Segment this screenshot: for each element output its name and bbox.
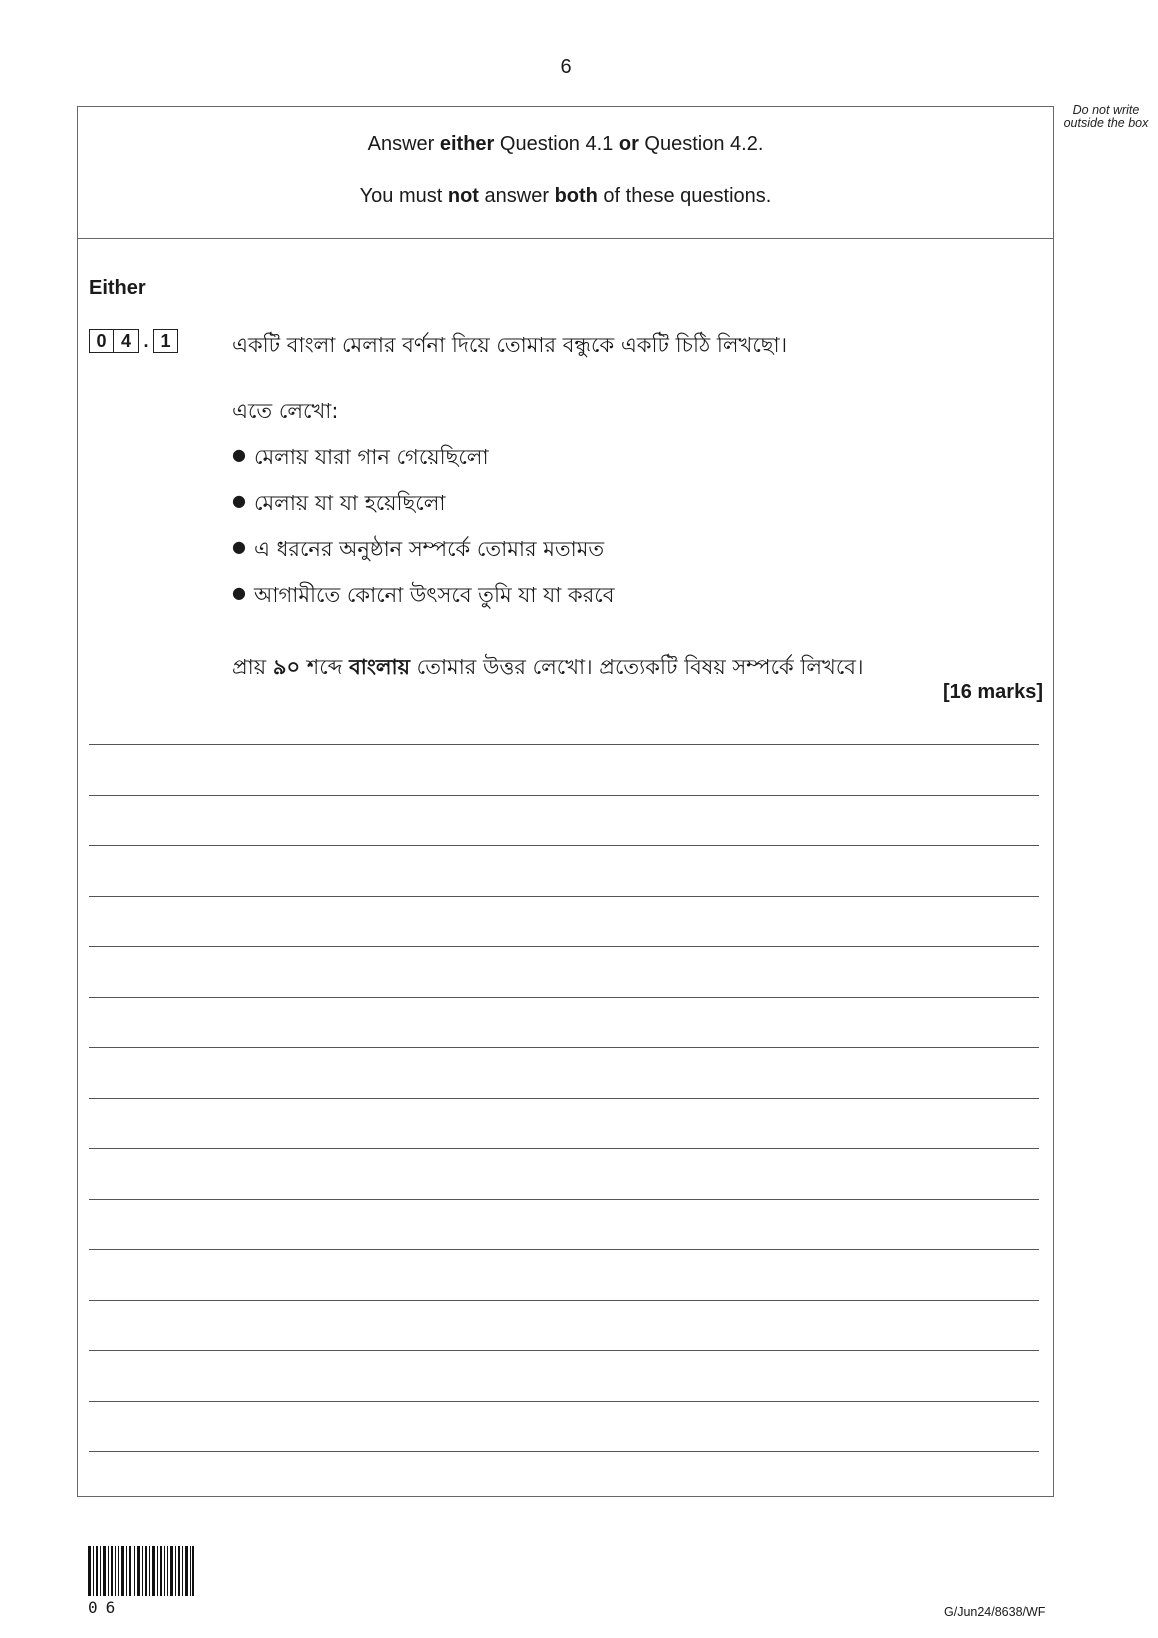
bullet-list xyxy=(232,441,614,625)
either-label: Either xyxy=(89,277,146,299)
answer-line[interactable] xyxy=(89,946,1039,947)
barcode-digits: 06 xyxy=(88,1598,124,1617)
question-prompt: একটি বাংলা মেলার বর্ণনা দিয়ে তোমার বন্ধুকে একটি চিঠি লিখছো। xyxy=(232,333,788,357)
bullet-icon: ● xyxy=(232,537,246,556)
answer-line[interactable] xyxy=(89,1047,1039,1048)
answer-line[interactable] xyxy=(89,1401,1039,1402)
answer-line[interactable] xyxy=(89,1451,1039,1452)
instruction-line-either-or: Answer either Question 4.1 or Question 4.2. xyxy=(367,133,764,155)
answer-line[interactable] xyxy=(89,744,1039,745)
bullet-item: ● মেলায় যারা গান গেয়েছিলো xyxy=(232,441,614,487)
include-label: এতে লেখো: xyxy=(232,399,339,423)
answer-line[interactable] xyxy=(89,1148,1039,1149)
barcode xyxy=(88,1546,194,1596)
margin-note: Do not write outside the box xyxy=(1063,103,1149,130)
marks-label: [16 marks] xyxy=(942,681,1043,703)
bullet-icon: ● xyxy=(232,583,246,602)
question-number-separator: . xyxy=(143,330,149,351)
page-number: 6 xyxy=(560,56,572,78)
bullet-icon: ● xyxy=(232,445,246,464)
answer-line[interactable] xyxy=(89,997,1039,998)
answer-line[interactable] xyxy=(89,1199,1039,1200)
answer-line[interactable] xyxy=(89,896,1039,897)
instruction-line-not-both: You must not answer both of these questions. xyxy=(359,185,772,207)
word-count-instruction: প্রায় ৯০ শব্দে বাংলায় তোমার উত্তর লেখো। প্রত্যেকটি বিষয় সম্পর্কে লিখবে। xyxy=(232,655,864,679)
answer-line[interactable] xyxy=(89,1249,1039,1250)
bullet-item: ● মেলায় যা যা হয়েছিলো xyxy=(232,487,614,533)
bullet-item: ● আগামীতে কোনো উৎসবে তুমি যা যা করবে xyxy=(232,579,614,625)
question-number-digit: 4 xyxy=(114,329,139,353)
instructions-header xyxy=(78,107,1053,239)
answer-line[interactable] xyxy=(89,1350,1039,1351)
bullet-icon: ● xyxy=(232,491,246,510)
answer-line[interactable] xyxy=(89,845,1039,846)
answer-line[interactable] xyxy=(89,795,1039,796)
question-number-digit: 0 xyxy=(89,329,114,353)
bullet-item: ● এ ধরনের অনুষ্ঠান সম্পর্কে তোমার মতামত xyxy=(232,533,614,579)
question-number xyxy=(89,329,178,353)
paper-code: G/Jun24/8638/WF xyxy=(944,1605,1046,1619)
answer-box xyxy=(77,106,1054,1497)
answer-line[interactable] xyxy=(89,1098,1039,1099)
question-number-sub: 1 xyxy=(153,329,178,353)
answer-line[interactable] xyxy=(89,1300,1039,1301)
